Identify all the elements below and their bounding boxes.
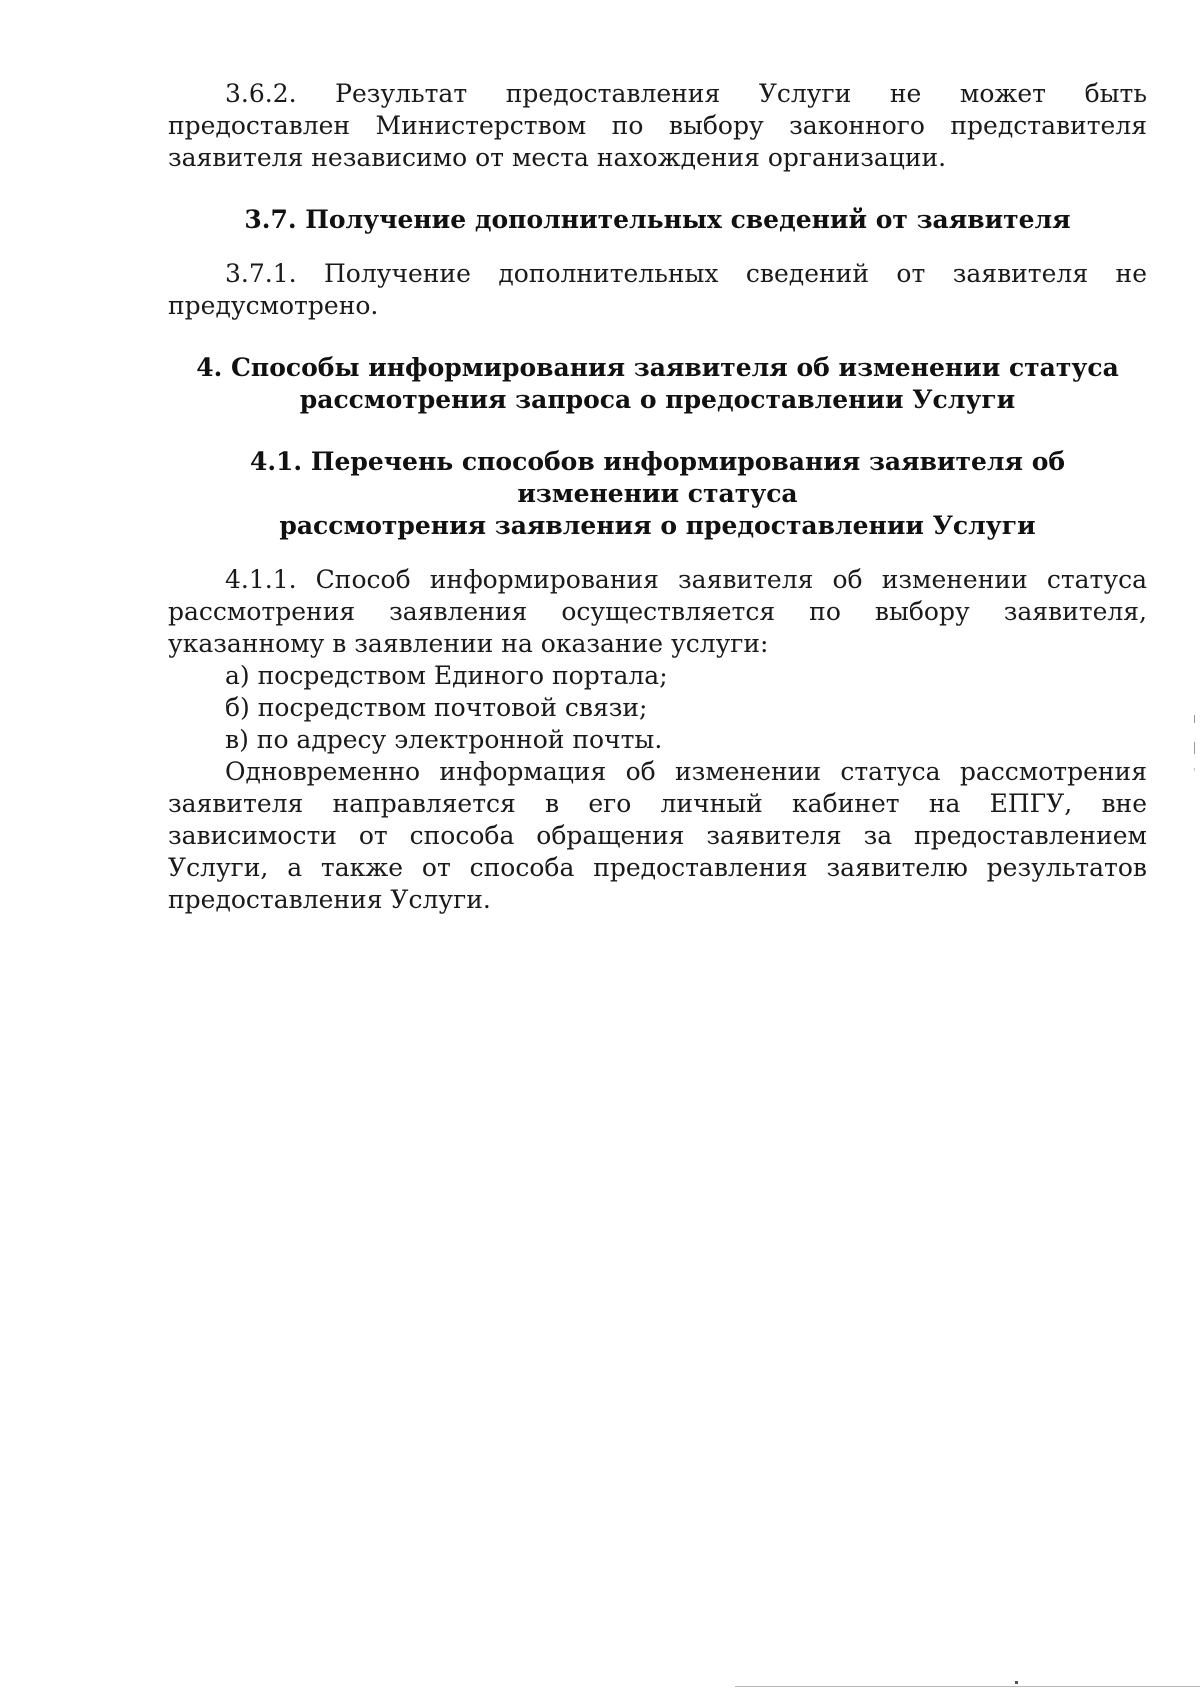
list-item-v: в) по адресу электронной почты. (225, 725, 663, 754)
list-item-b: б) посредством почтовой связи; (225, 693, 648, 722)
heading-4-line-1: 4. Способы информирования заявителя об изменении статуса (196, 353, 1119, 382)
heading-4 (168, 352, 1147, 416)
list-item-a: а) посредством Единого портала; (225, 661, 668, 690)
heading-3-7 (168, 204, 1147, 236)
paragraph-final: Одновременно информация об изменении статуса рассмотрения заявителя направляется в его личный кабинет на ЕПГУ, вне зависимости от способа обращения заявителя за предоставлением Услуги, а также от способа предоставления заявителю результатов предоставления Услуги. (168, 757, 1147, 914)
paragraph-3-7-1: 3.7.1. Получение дополнительных сведений от заявителя не предусмотрено. (168, 259, 1147, 320)
paragraph-4-1-1: 4.1.1. Способ информирования заявителя об изменении статуса рассмотрения заявления осуществляется по выбору заявителя, указанному в заявлении на оказание услуги: (168, 565, 1147, 658)
heading-3-7-text: 3.7. Получение дополнительных сведений от заявителя (244, 205, 1071, 234)
paragraph-3-6-2: 3.6.2. Результат предоставления Услуги не может быть предоставлен Министерством по выбору законного представителя заявителя независимо от места нахождения организации. (168, 79, 1147, 172)
scan-artifact (1015, 1681, 1018, 1684)
heading-4-line-2: рассмотрения запроса о предоставлении Услуги (299, 385, 1016, 414)
scan-artifact (735, 1686, 1200, 1687)
heading-4-1 (168, 446, 1147, 542)
scan-artifact (1194, 715, 1195, 723)
scan-artifact (1194, 768, 1195, 771)
heading-4-1-line-1: 4.1. Перечень способов информирования заявителя об изменении статуса (249, 447, 1066, 508)
document-body (168, 78, 1147, 916)
scan-artifact (1194, 742, 1195, 754)
heading-4-1-line-2: рассмотрения заявления о предоставлении Услуги (279, 511, 1036, 540)
